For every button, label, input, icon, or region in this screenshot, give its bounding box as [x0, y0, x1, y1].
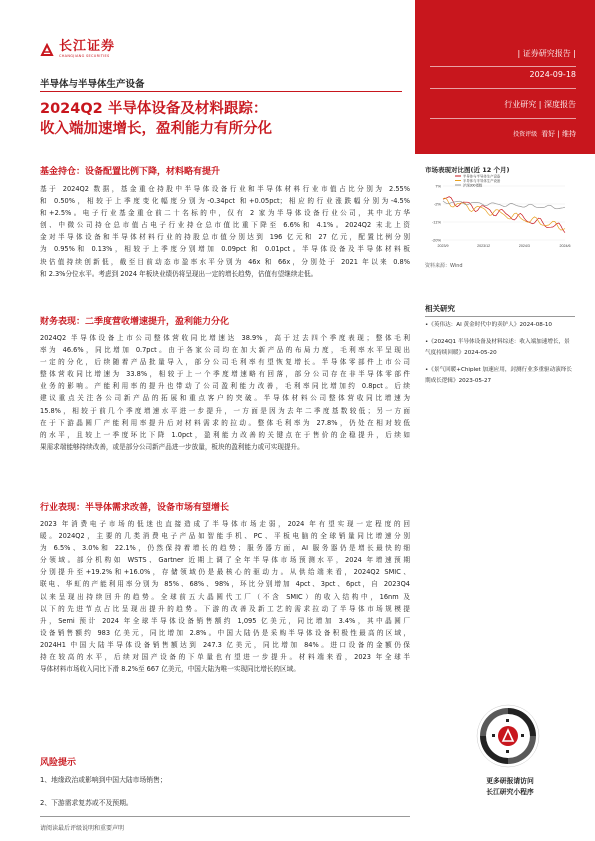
paragraph-line: 2024Q2 半导体设备上市公司整体营收同比增速达 38.9%，高于过去四个季度表现；整体毛利 — [40, 334, 410, 342]
qr-caption: 更多研报请访问 — [486, 777, 534, 785]
chart-ytick-label: -2% — [433, 201, 441, 207]
chart-title: 市场表现对比图(近 12 个月) — [425, 166, 510, 174]
section-heading: 财务表现：二季度营收增速提升，盈利能力分化 — [40, 317, 230, 327]
logo-mark-icon — [40, 43, 54, 57]
paragraph-line: 为 6.5%、3.0%和 22.1%，仍然保持着增长的趋势；服务器方面，AI 服务器仍是增长最快的细 — [40, 544, 410, 553]
panel-divider — [430, 66, 576, 67]
logo-text-cn: 长江证券 — [59, 39, 116, 54]
paragraph-line: 基于 2024Q2 数据，基金重仓持股中半导体设备行业和半导体材料行业市值占比分别为 2.55% — [40, 185, 410, 193]
paragraph-line: 分领域。部分机构如 WSTS、Gartner 近期上调了全年半导体市场预测水平，2024 年增速预期 — [40, 556, 410, 565]
paragraph-line: 2024H1 中国大陆半导体设备销售额达到 247.3 亿美元，同比增加 84%。进口设备的金额仍保 — [40, 640, 410, 649]
section-paragraph — [40, 183, 410, 280]
chart-ytick-label: -11% — [431, 219, 441, 225]
chart-ytick-label: 7% — [435, 183, 441, 189]
logo-text-en: CHANGJIANG SECURITIES — [59, 54, 110, 58]
report-title-line2: 收入端加速增长，盈利能力有所分化 — [40, 121, 272, 137]
chart-legend-label: 半导体与半导体生产设备 — [463, 174, 501, 179]
chart-xtick-label: 2024/6 — [559, 244, 571, 248]
section-heading: 基金持仓：设备配置比例下降，材料略有提升 — [40, 167, 221, 177]
paragraph-line: 块估值持续创新低，截至目前动态市盈率水平分别为 46x 和 66x，分别处于 2021 年以来 0.8% — [40, 257, 410, 266]
company-logo — [40, 40, 115, 59]
chart-legend-label: 半导体与半导体生产设备 — [463, 178, 501, 183]
header-divider — [40, 91, 402, 92]
paragraph-line: 的水平，且较上一季度环比下降 1.0pct，盈利能力改善的关键点在于售价的企稳提升，后续如 — [40, 430, 410, 439]
paragraph-line: 金对半导体设备和半导体材料行业的持股总市值分别达到 196 亿元和 27 亿元，配置比例分别 — [40, 233, 410, 242]
paragraph-line: 设备销售额约 983 亿美元，同比增加 2.8%。中国大陆仍是采购半导体设备积极性最高的区域， — [40, 628, 410, 637]
chart-source: 资料来源：Wind — [425, 263, 463, 269]
footer-divider — [40, 816, 410, 817]
section-paragraph — [40, 332, 410, 453]
chart-series-line — [443, 198, 565, 230]
chart-xtick-label: 2023/9 — [437, 244, 449, 248]
rating-label: 投资评级 — [513, 131, 538, 138]
section-paragraph — [40, 518, 410, 675]
related-research-heading: 相关研究 — [425, 304, 455, 313]
panel-divider — [430, 88, 576, 89]
risk-heading: 风险提示 — [40, 758, 77, 768]
paragraph-line: 在于下游晶圆厂产能利用率提升后对材料需求的拉动。整体毛利率为 27.8%，仍处在相对较低 — [40, 418, 410, 427]
paragraph-line: 升，Semi 预计 2024 年全球半导体设备销售额约 1,095 亿美元，同比增加 3.4%，其中晶圆厂 — [40, 616, 410, 625]
risk-item: 2、下游需求复苏或不及预期。 — [40, 799, 133, 807]
disclaimer-footer: 请阅读最后评级说明和重要声明 — [40, 825, 125, 832]
paragraph-line: 率为 46.6%，同比增加 0.7pct。由于各家公司均在加大新产品的布局力度，毛利率水平呈现出 — [40, 346, 410, 355]
paragraph-line: 以来呈现出持续回升的趋势。全球前五大晶圆代工厂（不含 SMIC）的收入结构中，16nm 及 — [40, 592, 410, 601]
paragraph-line: 和 2.3%分位水平。考虑到 2024 年板块业绩仍将呈现出一定的增长趋势，估值有望继续走低。 — [40, 269, 318, 278]
paragraph-line: 和+2.5%。电子行业基金重仓前二十名标的中，仅有 2 家为半导体设备行业公司，其中北方华 — [40, 209, 410, 218]
paragraph-line: 2023 年消费电子市场的低迷也直接造成了半导体市场走弱，2024 年有望实现一定程度的回 — [40, 520, 410, 528]
paragraph-line: 联电、华虹的产能利用率分别为 85%、68%、98%，环比分别增加 4pct、3pct、6pct，自 2023Q4 — [40, 580, 410, 589]
section-heading: 行业表现：半导体需求改善，设备市场有望增长 — [40, 503, 230, 513]
paragraph-line: 创、中微公司持仓总市值占电子行业持仓总市值比重下降至 6.6%和 4.1%。2024Q2 末北上资 — [40, 221, 410, 230]
risk-item: 1、地缘政治或影响到中国大陆市场销售； — [40, 776, 167, 784]
related-report-link[interactable]: •《景气回暖+Chiplet 加速应用，封测行业多重驱动演绎长期成长逻辑》2023-05-27 — [425, 367, 572, 384]
related-report-link[interactable]: •《2024Q1 半导体设备及材料综述：收入端加速增长，景气度持续回暖》2024-05-20 — [425, 339, 570, 356]
rating-value: 看好 | 维持 — [541, 130, 576, 138]
paragraph-line: 以下的先进节点占比呈现出提升的趋势。下游的改善及新工艺的需求拉动了半导体市场规模提 — [40, 604, 410, 613]
chart-ytick-label: -20% — [431, 237, 441, 243]
investment-rating — [513, 129, 576, 139]
paragraph-line: 业务的影响。产能利用率的提升也带动了公司盈利能力改善，毛利率同比增加约 0.8pct。后续 — [40, 382, 410, 391]
paragraph-line: 15.8%，相较于前几个季度增速水平进一步提升，一方面是因为去年二季度基数较低；另一方面 — [40, 406, 410, 415]
chart-series-line — [443, 201, 565, 209]
report-date: 2024-09-18 — [529, 70, 576, 79]
paragraph-line: 果需求端能够持续改善，或是部分公司新产品进一步放量，板块的盈利能力或可实现提升。 — [40, 442, 304, 451]
paragraph-line: 持在较高的水平，后续对国产设备的下单量也有望进一步提升。材料端来看，2023 年全球半 — [40, 653, 410, 662]
paragraph-line: 建议重点关注各公司新产品的拓展和重点客户的突破。半导体材料公司整体营收同比增速为 — [40, 394, 410, 403]
chart-xtick-label: 2024/3 — [518, 244, 530, 248]
qr-caption: 长江研究小程序 — [486, 788, 534, 796]
related-report-link[interactable]: •《英伟达：AI 黄金时代中的卖铲人》2024-08-10 — [425, 322, 552, 328]
mini-program-qr-code[interactable] — [476, 704, 540, 768]
paragraph-line: 一定的分化，后续随着产品批量导入，部分公司毛利率有望恢复增长。半导体零部件上市公司 — [40, 358, 410, 367]
paragraph-line: 整体营收同比增速为 33.8%，相较于上一个季度增速略有回落，部分公司存在非半导体零部件 — [40, 370, 410, 379]
market-performance-chart — [425, 174, 573, 252]
paragraph-line: 为 0.95%和 0.13%，相较于上季度分别增加 0.09pct 和 0.01pct。半导体设备及半导体材料板 — [40, 245, 410, 254]
chart-xtick-label: 2023/12 — [477, 244, 491, 248]
chart-legend-label: 沪深300指数 — [463, 183, 483, 188]
panel-divider — [430, 118, 576, 119]
paragraph-line: 分别提升至+19.2%和+16.0%，存储领域仍是最核心的驱动力。从供给端来看，2024Q2 SMIC、 — [40, 568, 410, 577]
report-category-tag: | 证券研究报告 | — [517, 49, 576, 58]
related-divider — [425, 316, 575, 317]
paragraph-line: 导体材料市场收入同比下滑 8.2%至 667 亿美元，中国大陆为唯一实现同比增长的区域。 — [40, 665, 300, 674]
report-type: 行业研究 | 深度报告 — [504, 100, 576, 109]
industry-label: 半导体与半导体生产设备 — [40, 79, 145, 90]
report-title-line1: 2024Q2 半导体设备及材料跟踪： — [40, 101, 268, 117]
paragraph-line: 和 0.50%，相较于上季度变化幅度分别为-0.34pct 和+0.05pct；相应的行业涨跌幅分别为-4.5% — [40, 197, 410, 206]
paragraph-line: 暖。2024Q2，主要的几类消费电子产品如智能手机、PC、平板电脑的全球销量同比增速分别 — [40, 532, 410, 541]
